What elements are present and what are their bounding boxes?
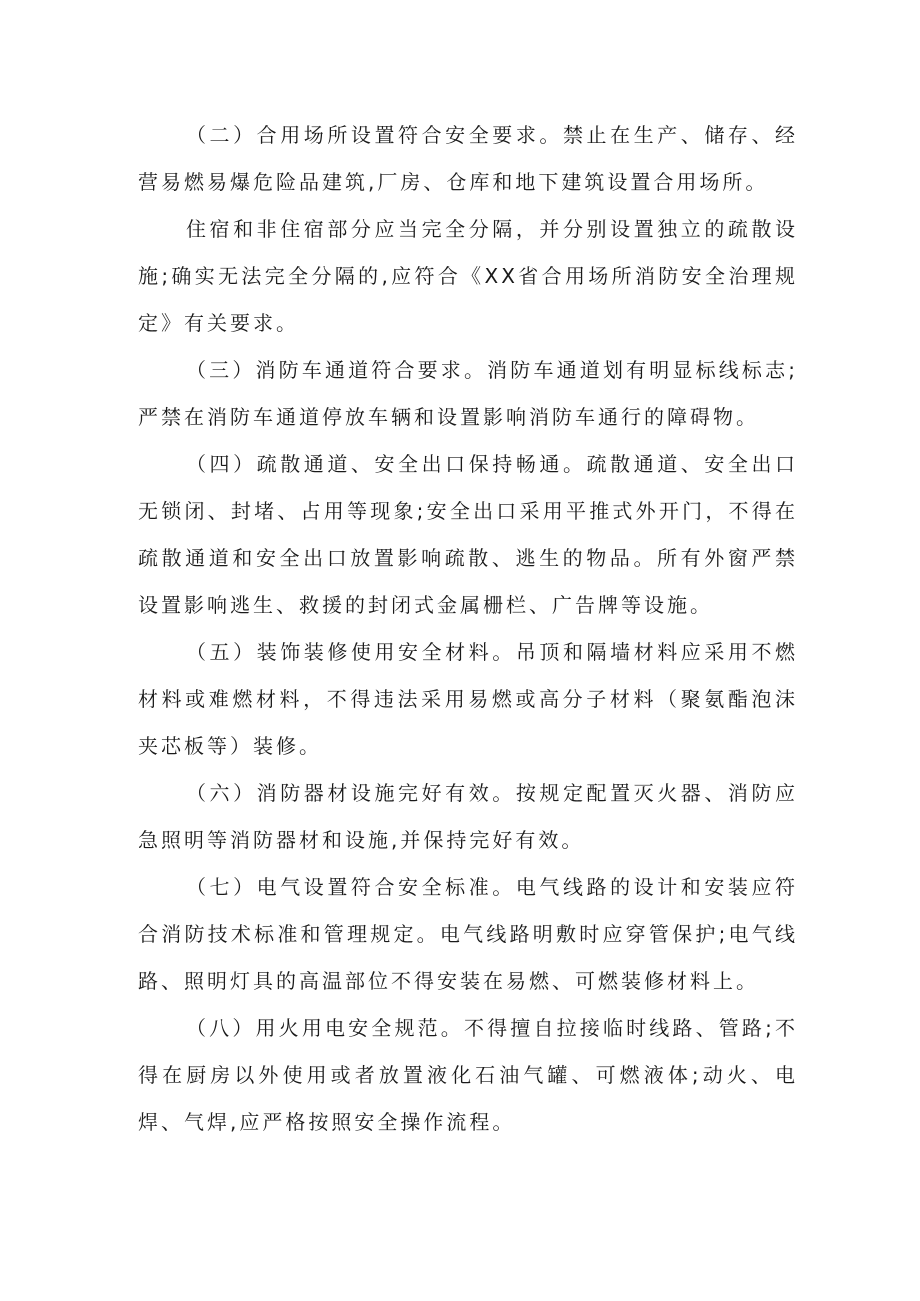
paragraph-shared-premises: （二）合用场所设置符合安全要求。禁止在生产、储存、经营易燃易爆危险品建筑,厂房、仓库和地下建筑设置合用场所。 (138, 123, 798, 194)
paragraph-decoration-materials: （五）装饰装修使用安全材料。吊顶和隔墙材料应采用不燃材料或难燃材料，不得违法采用易燃或高分子材料（聚氨酯泡沫夹芯板等）装修。 (138, 640, 798, 758)
paragraph-fire-electricity-use: （八）用火用电安全规范。不得擅自拉接临时线路、管路;不得在厨房以外使用或者放置液化石油气罐、可燃液体;动火、电焊、气焊,应严格按照安全操作流程。 (138, 1016, 798, 1134)
document-body (138, 112, 798, 1146)
paragraph-evacuation-routes: （四）疏散通道、安全出口保持畅通。疏散通道、安全出口无锁闭、封堵、占用等现象;安全出口采用平推式外开门，不得在疏散通道和安全出口放置影响疏散、逃生的物品。所有外窗严禁设置影响逃生、救援的封闭式金属栅栏、广告牌等设施。 (138, 452, 798, 617)
paragraph-fire-equipment: （六）消防器材设施完好有效。按规定配置灭火器、消防应急照明等消防器材和设施,并保持完好有效。 (138, 781, 798, 852)
paragraph-electrical-settings: （七）电气设置符合安全标准。电气线路的设计和安装应符合消防技术标准和管理规定。电气线路明敷时应穿管保护;电气线路、照明灯具的高温部位不得安装在易燃、可燃装修材料上。 (138, 875, 798, 993)
paragraph-fire-lane: （三）消防车通道符合要求。消防车通道划有明显标线标志;严禁在消防车通道停放车辆和设置影响消防车通行的障碍物。 (138, 358, 798, 429)
paragraph-accommodation-separation: 住宿和非住宿部分应当完全分隔，并分别设置独立的疏散设施;确实无法完全分隔的,应符合《XX省合用场所消防安全治理规定》有关要求。 (138, 217, 798, 335)
